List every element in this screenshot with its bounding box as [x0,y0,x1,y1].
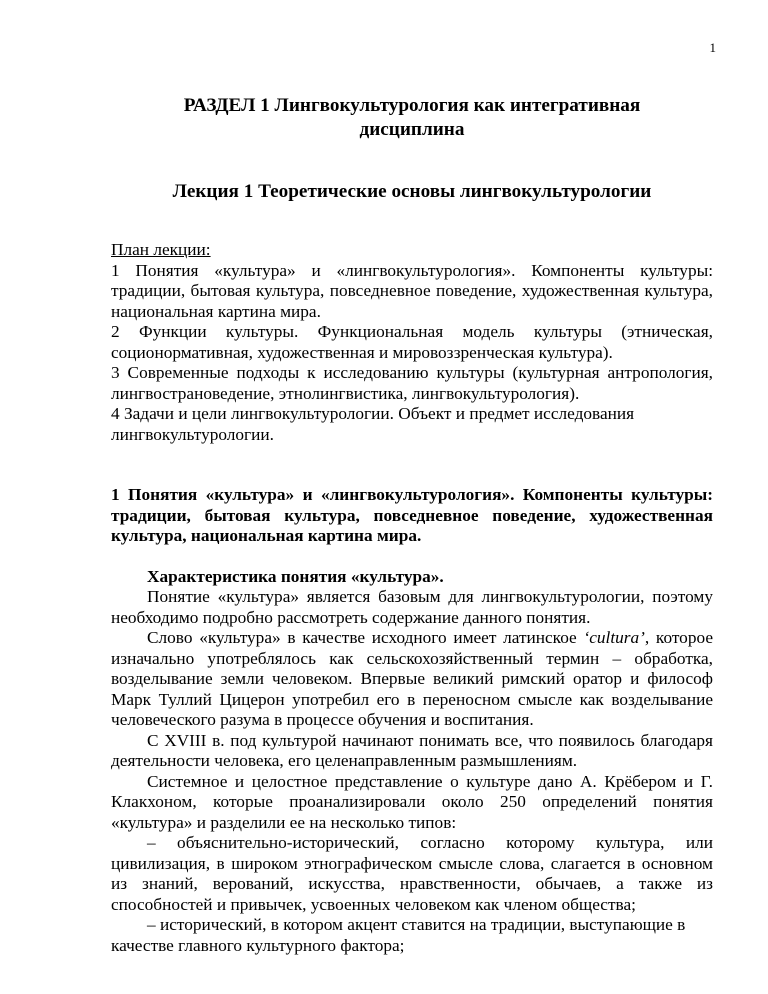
document-body [111,60,713,956]
paragraph: Понятие «культура» является базовым для лингвокультурологии, поэтому необходимо подробно рассмотреть содержание данного понятия. [111,587,713,627]
subsection-heading: 1 Понятия «культура» и «лингвокультурология». Компоненты культуры: традиции, бытовая культура, повседневное поведение, художественная культура, национальная картина мира. [111,485,713,545]
paragraph-text: , которое изначально употреблялось как сельскохозяйственный термин – обработка, возделывание земли человеком. Впервые великий римский оратор и философ Марк Туллий Цицерон употребил его в переносном смысле как возделывание человеческого разума в процессе обучения и воспитания. [111,628,713,729]
paragraph: Системное и целостное представление о культуре дано А. Крёбером и Г. Клакхоном, которые проанализировали около 250 определений понятия «культура» и разделили ее на несколько типов: [111,771,713,832]
section-title: РАЗДЕЛ 1 Лингвокультурология как интегративная дисциплина [183,95,641,140]
plan-item: 2 Функции культуры. Функциональная модель культуры (этническая, соционормативная, художественная и мировоззренческая культура). [111,322,713,362]
paragraph-text: Слово «культура» в качестве исходного имеет латинское [147,628,584,647]
latin-term: ‘cultura’ [583,628,645,647]
characteristic-heading: Характеристика понятия «культура». [147,566,444,586]
plan-item: 1 Понятия «культура» и «лингвокультурология». Компоненты культуры: традиции, бытовая культура, повседневное поведение, художественная культура, национальная картина мира. [111,260,713,321]
plan-item: 3 Современные подходы к исследованию культуры (культурная антропология, лингвострановедение, этнолингвистика, лингвокультурология). [111,363,713,403]
paragraph: – объяснительно-исторический, согласно которому культура, или цивилизация, в широком этнографическом смысле слова, слагается в основном из знаний, верований, искусства, нравственности, обычаев, а также из способностей и привычек, усвоенных человеком как членом общества; [111,833,713,914]
paragraph: С XVIII в. под культурой начинают понимать все, что появилось благодаря деятельности человека, его целенаправленным размышлениям. [111,730,713,770]
paragraph: – исторический, в котором акцент ставится на традиции, выступающие в качестве главного культурного фактора; [111,915,686,955]
plan-heading: План лекции: [111,240,211,259]
plan-list [111,261,713,446]
page-number: 1 [709,40,716,55]
lecture-title: Лекция 1 Теоретические основы лингвокультурологии [172,181,652,202]
plan-item: 4 Задачи и цели лингвокультурологии. Объект и предмет исследования лингвокультурологии. [111,404,635,444]
paragraph [111,628,713,731]
